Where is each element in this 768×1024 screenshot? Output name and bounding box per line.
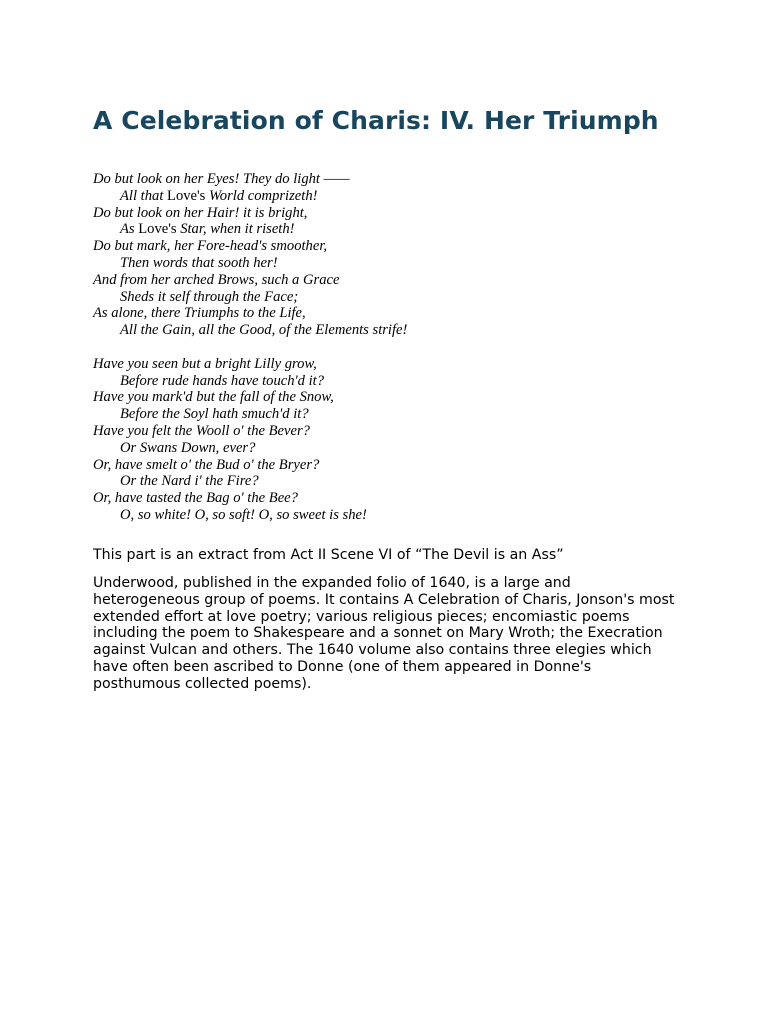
poem-line: As alone, there Triumphs to the Life, [93, 305, 306, 322]
poem [93, 171, 693, 524]
paragraph-line: posthumous collected poems). [93, 675, 312, 692]
poem-line [93, 221, 693, 238]
paragraph-line: against Vulcan and others. The 1640 volume also contains three elegies which [93, 642, 652, 659]
poem-line: Or, have smelt o' the Bud o' the Bryer? [93, 456, 320, 473]
poem-line: Or the Nard i' the Fire? [120, 473, 259, 490]
commentary-paragraph [93, 575, 693, 693]
poem-text: World comprizeth! [205, 187, 318, 204]
poem-line: And from her arched Brows, such a Grace [93, 271, 340, 288]
paragraph-line: heterogeneous group of poems. It contains A Celebration of Charis, Jonson's most [93, 591, 675, 608]
page-title: A Celebration of Charis: IV. Her Triumph [93, 106, 659, 135]
poem-line: Or, have tasted the Bag o' the Bee? [93, 490, 298, 507]
paragraph-line: extended effort at love poetry; various religious pieces; encomiastic poems [93, 608, 630, 625]
poem-line: All the Gain, all the Good, of the Elements strife! [120, 322, 408, 339]
stanza-1 [93, 171, 693, 339]
poem-line: Or Swans Down, ever? [120, 439, 256, 456]
source-note: This part is an extract from Act II Scene VI of “The Devil is an Ass” [93, 547, 564, 563]
poem-line: Sheds it self through the Face; [120, 288, 299, 305]
poem-text: Star, when it riseth! [176, 221, 295, 238]
poem-line: Have you mark'd but the fall of the Snow, [93, 389, 334, 406]
paragraph-line: including the poem to Shakespeare and a sonnet on Mary Wroth; the Execration [93, 625, 663, 642]
poem-line [93, 188, 693, 205]
poem-line: Do but look on her Eyes! They do light —— [93, 171, 350, 187]
poem-text: As [120, 221, 139, 238]
stanza-2 [93, 356, 693, 524]
poem-line: Have you felt the Wooll o' the Bever? [93, 422, 310, 439]
poem-text: All that [120, 187, 168, 204]
poem-line: O, so white! O, so soft! O, so sweet is she! [120, 506, 367, 523]
paragraph-line: Underwood, published in the expanded folio of 1640, is a large and [93, 575, 571, 591]
poem-line: Before rude hands have touch'd it? [120, 372, 325, 389]
poem-line: Have you seen but a bright Lilly grow, [93, 355, 317, 372]
stanza-break [93, 339, 693, 356]
poem-text-upright: Love's [138, 221, 177, 238]
poem-line: Do but mark, her Fore-head's smoother, [93, 238, 328, 255]
paragraph-line: have often been ascribed to Donne (one of them appeared in Donne's [93, 658, 592, 675]
poem-line: Then words that sooth her! [120, 254, 278, 271]
poem-text-upright: Love's [167, 187, 206, 204]
poem-line: Do but look on her Hair! it is bright, [93, 204, 308, 221]
poem-line: Before the Soyl hath smuch'd it? [120, 406, 309, 423]
